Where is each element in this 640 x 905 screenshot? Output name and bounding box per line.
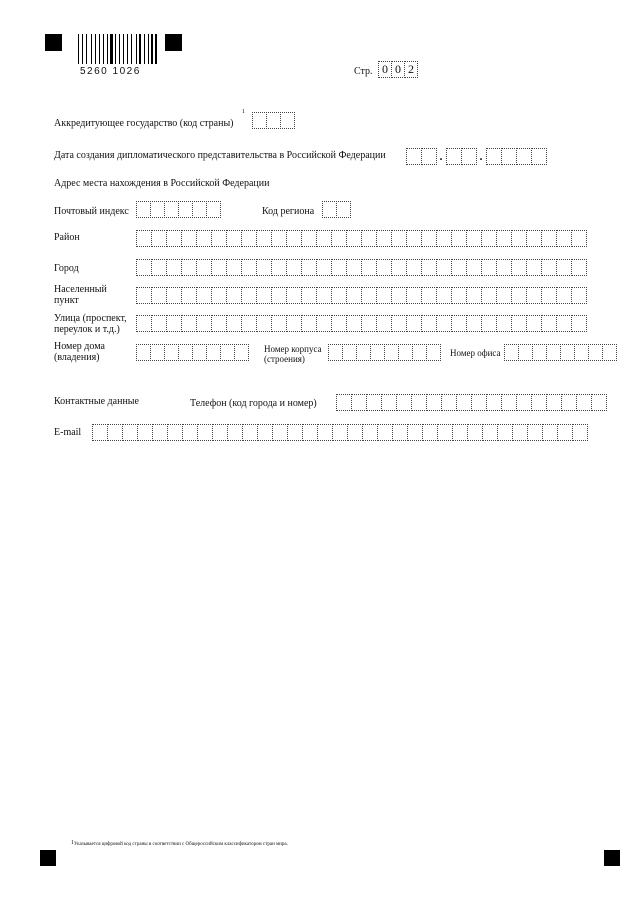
barcode-bar	[99, 34, 100, 64]
barcode-bar	[103, 34, 104, 64]
email-field-cell[interactable]	[497, 424, 513, 441]
settlement-field-cell[interactable]	[481, 287, 497, 304]
settlement-field-cell[interactable]	[406, 287, 422, 304]
barcode-bar	[131, 34, 132, 64]
phone-field-cell[interactable]	[486, 394, 502, 411]
registration-marker-bottom-left	[40, 850, 56, 866]
email-label: E-mail	[54, 427, 82, 438]
city-field-cell[interactable]	[391, 259, 407, 276]
building-number-field-cell[interactable]	[328, 344, 343, 361]
date-year-cell[interactable]	[486, 148, 502, 165]
street-label: Улица (проспект, переулок и т.д.)	[54, 313, 127, 335]
registration-marker-top-right	[165, 34, 182, 51]
street-field-cell[interactable]	[526, 315, 542, 332]
district-field-cell[interactable]	[271, 230, 287, 247]
settlement-field-cell[interactable]	[316, 287, 332, 304]
office-number-field-cell[interactable]	[588, 344, 603, 361]
barcode-bar	[151, 34, 152, 64]
phone-field-cell[interactable]	[591, 394, 607, 411]
city-field-cell[interactable]	[151, 259, 167, 276]
street-field-cell[interactable]	[271, 315, 287, 332]
page-digit-3: 2	[404, 61, 418, 78]
house-number-field-cell[interactable]	[150, 344, 165, 361]
email-field-cell[interactable]	[332, 424, 348, 441]
page-number-field	[378, 61, 417, 78]
phone-field[interactable]	[336, 394, 606, 411]
building-number-field[interactable]	[328, 344, 440, 361]
settlement-field-cell[interactable]	[376, 287, 392, 304]
settlement-field-cell[interactable]	[496, 287, 512, 304]
district-field-cell[interactable]	[196, 230, 212, 247]
email-field-cell[interactable]	[512, 424, 528, 441]
email-field-cell[interactable]	[467, 424, 483, 441]
country-code-cell[interactable]	[252, 112, 267, 129]
house-number-field[interactable]	[136, 344, 248, 361]
street-field-cell[interactable]	[556, 315, 572, 332]
date-year-cell[interactable]	[516, 148, 532, 165]
email-field-cell[interactable]	[377, 424, 393, 441]
address-heading: Адрес места нахождения в Российской Федерации	[54, 178, 270, 189]
city-field-cell[interactable]	[466, 259, 482, 276]
office-number-field-cell[interactable]	[532, 344, 547, 361]
email-field-cell[interactable]	[407, 424, 423, 441]
city-field-cell[interactable]	[556, 259, 572, 276]
district-field-cell[interactable]	[136, 230, 152, 247]
barcode-bar	[148, 34, 149, 64]
settlement-field-cell[interactable]	[286, 287, 302, 304]
district-field-cell[interactable]	[541, 230, 557, 247]
office-number-label: Номер офиса	[450, 348, 501, 358]
district-field-cell[interactable]	[376, 230, 392, 247]
footnote-text: Указывается цифровой код страны в соответствии с Общероссийским классификатором стран мира.	[74, 842, 288, 847]
country-code-cell[interactable]	[280, 112, 295, 129]
house-number-field-cell[interactable]	[178, 344, 193, 361]
barcode-bar	[115, 34, 116, 64]
district-field-cell[interactable]	[226, 230, 242, 247]
email-field-cell[interactable]	[347, 424, 363, 441]
date-day-cell[interactable]	[406, 148, 422, 165]
settlement-field-cell[interactable]	[451, 287, 467, 304]
city-field-cell[interactable]	[406, 259, 422, 276]
district-field-cell[interactable]	[181, 230, 197, 247]
street-field-cell[interactable]	[541, 315, 557, 332]
office-number-field-cell[interactable]	[602, 344, 617, 361]
office-number-field-cell[interactable]	[560, 344, 575, 361]
street-field-cell[interactable]	[301, 315, 317, 332]
phone-field-cell[interactable]	[426, 394, 442, 411]
district-field-cell[interactable]	[466, 230, 482, 247]
building-number-field-cell[interactable]	[412, 344, 427, 361]
city-field[interactable]	[136, 259, 586, 276]
settlement-label: Населенный пункт	[54, 284, 107, 306]
street-field-cell[interactable]	[136, 315, 152, 332]
city-field-cell[interactable]	[256, 259, 272, 276]
city-field-cell[interactable]	[346, 259, 362, 276]
date-year-cell[interactable]	[531, 148, 547, 165]
city-field-cell[interactable]	[271, 259, 287, 276]
barcode-bar	[136, 34, 137, 64]
page-digit-1: 0	[378, 61, 392, 78]
settlement-field-cell[interactable]	[166, 287, 182, 304]
barcode-bar	[127, 34, 128, 64]
city-field-cell[interactable]	[211, 259, 227, 276]
date-month-cell[interactable]	[446, 148, 462, 165]
settlement-field[interactable]	[136, 287, 586, 304]
district-field-cell[interactable]	[511, 230, 527, 247]
district-field-cell[interactable]	[256, 230, 272, 247]
city-field-cell[interactable]	[451, 259, 467, 276]
email-field-cell[interactable]	[182, 424, 198, 441]
contacts-label: Контактные данные	[54, 396, 139, 407]
settlement-field-cell[interactable]	[241, 287, 257, 304]
office-number-field-cell[interactable]	[504, 344, 519, 361]
registration-marker-top-left	[45, 34, 62, 51]
phone-field-cell[interactable]	[561, 394, 577, 411]
email-field-cell[interactable]	[137, 424, 153, 441]
street-field-cell[interactable]	[421, 315, 437, 332]
registration-marker-bottom-right	[604, 850, 620, 866]
district-field-cell[interactable]	[346, 230, 362, 247]
email-field-cell[interactable]	[392, 424, 408, 441]
district-field-cell[interactable]	[436, 230, 452, 247]
phone-field-cell[interactable]	[531, 394, 547, 411]
settlement-field-cell[interactable]	[301, 287, 317, 304]
street-field-cell[interactable]	[331, 315, 347, 332]
email-field-cell[interactable]	[152, 424, 168, 441]
street-field-cell[interactable]	[376, 315, 392, 332]
barcode-bar	[119, 34, 120, 64]
office-number-field-cell[interactable]	[518, 344, 533, 361]
house-number-field-cell[interactable]	[136, 344, 151, 361]
street-field-cell[interactable]	[481, 315, 497, 332]
city-label: Город	[54, 263, 79, 274]
street-field-cell[interactable]	[166, 315, 182, 332]
street-field-cell[interactable]	[226, 315, 242, 332]
barcode-bar	[139, 34, 140, 64]
street-field-cell[interactable]	[181, 315, 197, 332]
district-field-cell[interactable]	[151, 230, 167, 247]
phone-field-cell[interactable]	[456, 394, 472, 411]
email-field-cell[interactable]	[482, 424, 498, 441]
email-field-cell[interactable]	[557, 424, 573, 441]
settlement-field-cell[interactable]	[511, 287, 527, 304]
city-field-cell[interactable]	[376, 259, 392, 276]
settlement-field-cell[interactable]	[346, 287, 362, 304]
city-field-cell[interactable]	[316, 259, 332, 276]
city-field-cell[interactable]	[571, 259, 587, 276]
city-field-cell[interactable]	[526, 259, 542, 276]
district-field-cell[interactable]	[421, 230, 437, 247]
phone-field-cell[interactable]	[546, 394, 562, 411]
street-field-cell[interactable]	[151, 315, 167, 332]
street-field-cell[interactable]	[196, 315, 212, 332]
city-field-cell[interactable]	[226, 259, 242, 276]
barcode-bar	[107, 34, 108, 64]
postal-code-field-cell[interactable]	[150, 201, 165, 218]
settlement-field-cell[interactable]	[181, 287, 197, 304]
street-field-cell[interactable]	[391, 315, 407, 332]
phone-field-cell[interactable]	[381, 394, 397, 411]
office-number-field-cell[interactable]	[546, 344, 561, 361]
city-field-cell[interactable]	[331, 259, 347, 276]
email-field-cell[interactable]	[257, 424, 273, 441]
country-code-field[interactable]	[252, 112, 294, 129]
phone-field-cell[interactable]	[351, 394, 367, 411]
phone-field-cell[interactable]	[576, 394, 592, 411]
barcode-number: 5260 1026	[80, 66, 141, 77]
city-field-cell[interactable]	[181, 259, 197, 276]
postal-code-field-cell[interactable]	[164, 201, 179, 218]
settlement-field-cell[interactable]	[571, 287, 587, 304]
creation-date-field[interactable]	[406, 148, 546, 165]
barcode-bar	[91, 34, 92, 64]
email-field-cell[interactable]	[452, 424, 468, 441]
office-number-field-cell[interactable]	[574, 344, 589, 361]
email-field-cell[interactable]	[362, 424, 378, 441]
district-field-cell[interactable]	[286, 230, 302, 247]
settlement-field-cell[interactable]	[466, 287, 482, 304]
street-field-cell[interactable]	[436, 315, 452, 332]
district-field-cell[interactable]	[496, 230, 512, 247]
email-field-cell[interactable]	[422, 424, 438, 441]
region-code-field[interactable]	[322, 201, 350, 218]
building-number-field-cell[interactable]	[398, 344, 413, 361]
barcode-bar	[78, 34, 79, 64]
street-field-cell[interactable]	[346, 315, 362, 332]
street-field-cell[interactable]	[316, 315, 332, 332]
district-field-cell[interactable]	[451, 230, 467, 247]
email-field-cell[interactable]	[197, 424, 213, 441]
postal-code-field-cell[interactable]	[192, 201, 207, 218]
district-field-cell[interactable]	[556, 230, 572, 247]
settlement-field-cell[interactable]	[526, 287, 542, 304]
settlement-field-cell[interactable]	[556, 287, 572, 304]
settlement-field-cell[interactable]	[151, 287, 167, 304]
date-separator: .	[479, 149, 483, 163]
street-field-cell[interactable]	[466, 315, 482, 332]
region-code-field-cell[interactable]	[322, 201, 337, 218]
page-digit-2: 0	[391, 61, 405, 78]
street-field-cell[interactable]	[286, 315, 302, 332]
date-year-cell[interactable]	[501, 148, 517, 165]
district-field-cell[interactable]	[241, 230, 257, 247]
street-field-cell[interactable]	[211, 315, 227, 332]
district-field-cell[interactable]	[481, 230, 497, 247]
street-field-cell[interactable]	[256, 315, 272, 332]
phone-field-cell[interactable]	[501, 394, 517, 411]
region-code-label: Код региона	[262, 206, 315, 217]
email-field-cell[interactable]	[227, 424, 243, 441]
city-field-cell[interactable]	[436, 259, 452, 276]
email-field-cell[interactable]	[302, 424, 318, 441]
email-field-cell[interactable]	[542, 424, 558, 441]
postal-code-field-cell[interactable]	[206, 201, 221, 218]
settlement-field-cell[interactable]	[421, 287, 437, 304]
district-field-cell[interactable]	[331, 230, 347, 247]
street-field-cell[interactable]	[511, 315, 527, 332]
creation-date-label: Дата создания дипломатического представительства в Российской Федерации	[54, 150, 386, 161]
settlement-field-cell[interactable]	[196, 287, 212, 304]
country-code-footnote-mark: 1	[242, 109, 245, 115]
email-field-cell[interactable]	[242, 424, 258, 441]
district-label: Район	[54, 232, 80, 243]
barcode-bar	[110, 34, 112, 64]
phone-field-cell[interactable]	[441, 394, 457, 411]
district-field-cell[interactable]	[391, 230, 407, 247]
email-field-cell[interactable]	[317, 424, 333, 441]
email-field-cell[interactable]	[287, 424, 303, 441]
city-field-cell[interactable]	[166, 259, 182, 276]
district-field-cell[interactable]	[406, 230, 422, 247]
city-field-cell[interactable]	[241, 259, 257, 276]
building-number-field-cell[interactable]	[370, 344, 385, 361]
city-field-cell[interactable]	[286, 259, 302, 276]
house-number-field-cell[interactable]	[192, 344, 207, 361]
house-number-field-cell[interactable]	[220, 344, 235, 361]
street-field-cell[interactable]	[496, 315, 512, 332]
phone-field-cell[interactable]	[516, 394, 532, 411]
country-code-label: Аккредитующее государство (код страны)	[54, 118, 234, 129]
street-field-cell[interactable]	[361, 315, 377, 332]
city-field-cell[interactable]	[136, 259, 152, 276]
city-field-cell[interactable]	[361, 259, 377, 276]
settlement-field-cell[interactable]	[436, 287, 452, 304]
city-field-cell[interactable]	[421, 259, 437, 276]
settlement-field-cell[interactable]	[541, 287, 557, 304]
barcode-bar	[95, 34, 96, 64]
phone-field-cell[interactable]	[471, 394, 487, 411]
settlement-field-cell[interactable]	[136, 287, 152, 304]
building-number-field-cell[interactable]	[426, 344, 441, 361]
date-month-cell[interactable]	[461, 148, 477, 165]
date-day-cell[interactable]	[421, 148, 437, 165]
street-field[interactable]	[136, 315, 586, 332]
barcode	[78, 34, 160, 64]
settlement-field-cell[interactable]	[331, 287, 347, 304]
street-field-cell[interactable]	[406, 315, 422, 332]
email-field[interactable]	[92, 424, 587, 441]
settlement-field-cell[interactable]	[211, 287, 227, 304]
district-field-cell[interactable]	[361, 230, 377, 247]
street-field-cell[interactable]	[571, 315, 587, 332]
region-code-field-cell[interactable]	[336, 201, 351, 218]
settlement-field-cell[interactable]	[361, 287, 377, 304]
barcode-bar	[144, 34, 145, 64]
phone-label: Телефон (код города и номер)	[190, 398, 317, 409]
district-field-cell[interactable]	[211, 230, 227, 247]
city-field-cell[interactable]	[481, 259, 497, 276]
building-number-field-cell[interactable]	[384, 344, 399, 361]
email-field-cell[interactable]	[437, 424, 453, 441]
footnote-mark: 1	[71, 840, 74, 846]
email-field-cell[interactable]	[107, 424, 123, 441]
street-field-cell[interactable]	[451, 315, 467, 332]
district-field[interactable]	[136, 230, 586, 247]
date-separator: .	[439, 149, 443, 163]
house-number-field-cell[interactable]	[164, 344, 179, 361]
email-field-cell[interactable]	[572, 424, 588, 441]
phone-field-cell[interactable]	[396, 394, 412, 411]
district-field-cell[interactable]	[166, 230, 182, 247]
phone-field-cell[interactable]	[336, 394, 352, 411]
city-field-cell[interactable]	[301, 259, 317, 276]
phone-field-cell[interactable]	[366, 394, 382, 411]
city-field-cell[interactable]	[541, 259, 557, 276]
district-field-cell[interactable]	[316, 230, 332, 247]
settlement-field-cell[interactable]	[256, 287, 272, 304]
postal-code-field-cell[interactable]	[178, 201, 193, 218]
email-field-cell[interactable]	[122, 424, 138, 441]
email-field-cell[interactable]	[527, 424, 543, 441]
district-field-cell[interactable]	[571, 230, 587, 247]
barcode-bar	[82, 34, 83, 64]
settlement-field-cell[interactable]	[226, 287, 242, 304]
postal-code-field-cell[interactable]	[136, 201, 151, 218]
barcode-bar	[86, 34, 87, 64]
district-field-cell[interactable]	[526, 230, 542, 247]
settlement-field-cell[interactable]	[391, 287, 407, 304]
house-number-field-cell[interactable]	[206, 344, 221, 361]
postal-code-field[interactable]	[136, 201, 220, 218]
house-number-label: Номер дома (владения)	[54, 341, 105, 363]
building-number-field-cell[interactable]	[356, 344, 371, 361]
house-number-field-cell[interactable]	[234, 344, 249, 361]
barcode-bar	[155, 34, 157, 64]
country-code-cell[interactable]	[266, 112, 281, 129]
phone-field-cell[interactable]	[411, 394, 427, 411]
office-number-field[interactable]	[504, 344, 616, 361]
city-field-cell[interactable]	[196, 259, 212, 276]
barcode-bar	[123, 34, 124, 64]
email-field-cell[interactable]	[92, 424, 108, 441]
page-label: Стр.	[354, 66, 373, 77]
email-field-cell[interactable]	[212, 424, 228, 441]
city-field-cell[interactable]	[511, 259, 527, 276]
building-number-label: Номер корпуса (строения)	[264, 344, 322, 364]
postal-code-label: Почтовый индекс	[54, 206, 129, 217]
email-field-cell[interactable]	[272, 424, 288, 441]
street-field-cell[interactable]	[241, 315, 257, 332]
district-field-cell[interactable]	[301, 230, 317, 247]
city-field-cell[interactable]	[496, 259, 512, 276]
settlement-field-cell[interactable]	[271, 287, 287, 304]
email-field-cell[interactable]	[167, 424, 183, 441]
building-number-field-cell[interactable]	[342, 344, 357, 361]
